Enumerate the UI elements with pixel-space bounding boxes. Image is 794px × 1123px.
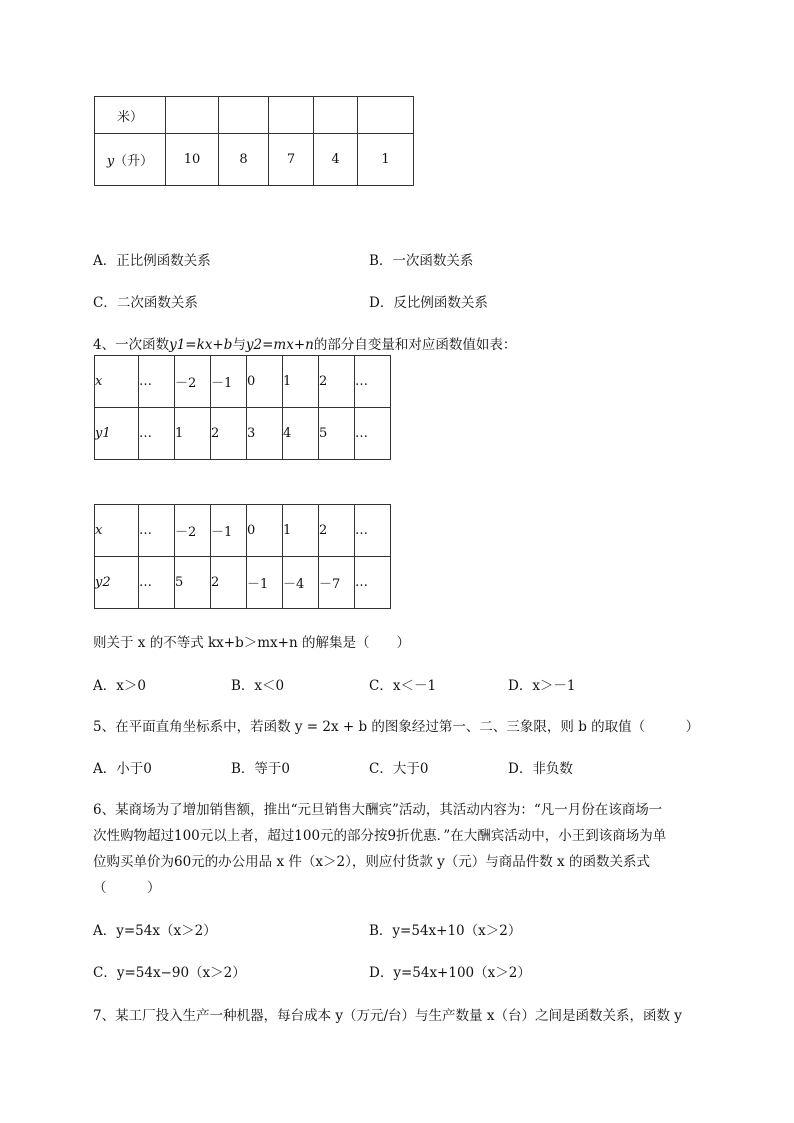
table-cell (358, 97, 414, 134)
q5-stem: 5、在平面直角坐标系中，若函数 y = 2x + b 的图象经过第一、二、三象限，则 b 的取值（ ） (93, 719, 700, 735)
row-label-x: x (95, 505, 139, 557)
table-cell (166, 97, 219, 134)
q4-table-y1 (94, 355, 391, 460)
table-cell (314, 97, 358, 134)
top-table (94, 96, 414, 186)
table-cell: 10 (166, 134, 219, 186)
table-cell: 1 (283, 505, 319, 557)
row-label-y (95, 134, 166, 186)
q3-option-b: B．一次函数关系 (369, 253, 474, 269)
table-cell: 2 (211, 557, 247, 609)
table-cell: 3 (247, 408, 283, 460)
table-cell: 2 (319, 356, 355, 408)
q4-mid: 与 (232, 337, 246, 353)
table-cell: … (139, 505, 175, 557)
table-cell: 1 (358, 134, 414, 186)
table-row (95, 408, 391, 460)
table-cell: … (139, 356, 175, 408)
table-cell: 0 (247, 356, 283, 408)
table-cell: －2 (175, 505, 211, 557)
q4-table-y2 (94, 504, 391, 609)
q4-question: 则关于 x 的不等式 kx+b＞mx+n 的解集是（ ） (93, 635, 410, 651)
table-cell: －2 (175, 356, 211, 408)
q6-line-3: 位购买单价为60元的办公用品 x 件（x＞2），则应付货款 y（元）与商品件数 x 的函数关系式 (93, 854, 650, 870)
table-cell: 2 (211, 408, 247, 460)
table-cell: 4 (283, 408, 319, 460)
table-cell: 0 (247, 505, 283, 557)
table-cell: … (355, 408, 391, 460)
q3-option-c: C．二次函数关系 (93, 295, 198, 311)
table-cell: －1 (211, 356, 247, 408)
table-cell: 米） (95, 97, 166, 134)
q7-line-1: 7、某工厂投入生产一种机器，每台成本 y（万元/台）与生产数量 x（台）之间是函数关系，函数 y (93, 1008, 682, 1024)
row-label-x: x (95, 356, 139, 408)
unit-label: （升） (114, 154, 154, 169)
table-row (95, 505, 391, 557)
row-label-y2: y2 (95, 557, 139, 609)
table-cell: 1 (175, 408, 211, 460)
q5-option-d: D．非负数 (508, 761, 573, 777)
table-row (95, 97, 414, 134)
row-label-y1: y1 (95, 408, 139, 460)
q4-eq2: y2=mx+n (245, 337, 314, 353)
q6-line-4: （ ） (93, 880, 161, 896)
table-cell: … (139, 408, 175, 460)
q4-option-c: C．x＜－1 (369, 678, 437, 694)
table-cell: … (139, 557, 175, 609)
table-cell: 5 (175, 557, 211, 609)
table-row (95, 134, 414, 186)
table-cell: 2 (319, 505, 355, 557)
q4-stem (93, 333, 516, 353)
q4-suffix: 的部分自变量和对应函数值如表： (313, 337, 517, 353)
table-cell: －7 (319, 557, 355, 609)
table-row (95, 557, 391, 609)
table-cell (219, 97, 269, 134)
table-cell: 7 (269, 134, 314, 186)
table-cell: … (355, 356, 391, 408)
q4-eq1: y1=kx+b (169, 337, 233, 353)
table-cell: 5 (319, 408, 355, 460)
q3-option-d: D．反比例函数关系 (369, 295, 488, 311)
q4-option-a: A．x＞0 (93, 678, 146, 694)
q6-option-c: C．y=54x−90（x＞2） (93, 965, 246, 981)
q6-option-b: B．y=54x+10（x＞2） (369, 923, 522, 939)
table-cell: 4 (314, 134, 358, 186)
table-cell: －1 (211, 505, 247, 557)
q5-option-c: C．大于0 (369, 761, 429, 777)
q5-option-b: B．等于0 (231, 761, 291, 777)
table-cell: －1 (247, 557, 283, 609)
q4-prefix: 4、一次函数 (93, 337, 170, 353)
table-cell: … (355, 557, 391, 609)
q3-option-a: A．正比例函数关系 (93, 253, 211, 269)
q6-line-1: 6、某商场为了增加销售额，推出“元旦销售大酬宾”活动，其活动内容为：“凡一月份在该商场一 (93, 802, 663, 818)
table-cell: 8 (219, 134, 269, 186)
var-y: y (106, 154, 115, 169)
table-row (95, 356, 391, 408)
q6-option-d: D．y=54x+100（x＞2） (369, 965, 531, 981)
table-cell: … (355, 505, 391, 557)
q6-line-2: 次性购物超过100元以上者，超过100元的部分按9折优惠．”在大酬宾活动中，小王到该商场为单 (93, 828, 667, 844)
table-cell (269, 97, 314, 134)
q4-option-b: B．x＜0 (231, 678, 285, 694)
q6-option-a: A．y=54x（x＞2） (93, 923, 217, 939)
q5-option-a: A．小于0 (93, 761, 152, 777)
table-cell: 1 (283, 356, 319, 408)
table-cell: －4 (283, 557, 319, 609)
q4-option-d: D．x＞－1 (508, 678, 576, 694)
